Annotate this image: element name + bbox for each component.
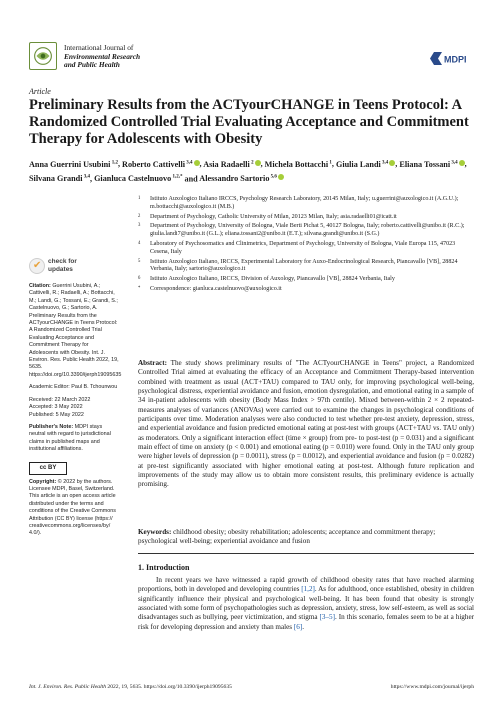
- paper-title: Preliminary Results from the ACTyourCHANGE in Teens Protocol: A Randomized Controlled Trial Evaluating Acceptance and Commitment Therapy for Adolescents with Obesity: [29, 97, 469, 147]
- author-separator: ,: [331, 159, 336, 169]
- journal-line-3: and Public Health: [64, 60, 120, 70]
- publisher-note-text: MDPI stays neutral with regard to jurisdictional claims in published maps and institutional affiliations.: [29, 423, 111, 453]
- affiliation-text: Department of Psychology, Catholic University of Milan, 20123 Milan, Italy; asia.radaelli01@icatt.it: [150, 213, 397, 220]
- author-affiliation-sup: 1,2: [110, 160, 118, 165]
- author-entry[interactable]: [29, 160, 118, 169]
- author-affiliation-sup: 3,4: [380, 160, 389, 165]
- author-list: [29, 156, 469, 185]
- accepted-date: Accepted: 3 May 2022: [29, 404, 83, 411]
- footer-citation: [29, 684, 232, 690]
- footer-doi[interactable]: 2022, 19, 5635. https://doi.org/10.3390/ijerph19095635: [107, 684, 232, 690]
- intro-text-d: .: [302, 622, 304, 631]
- author-affiliation-sup: 3,4: [185, 160, 193, 165]
- publisher-note-label: Publisher's Note:: [29, 423, 74, 430]
- intro-paragraph: [138, 576, 474, 632]
- affiliation-item: [138, 276, 474, 284]
- affiliation-text: Laboratory of Psychosomatics and Clinimetrics, Department of Psychology, University of Bologna, Viale Europa 115, 47023 Cesena, Italy: [150, 240, 456, 255]
- journal-line-1: International Journal of: [64, 43, 134, 52]
- footer-journal: Int. J. Environ. Res. Public Health: [29, 684, 106, 690]
- mdpi-logo: [428, 50, 470, 67]
- keywords: [138, 528, 474, 547]
- footer-journal-url[interactable]: https://www.mdpi.com/journal/ijerph: [390, 684, 474, 690]
- citation-block: [29, 283, 122, 379]
- affiliation-number: 5: [138, 258, 141, 264]
- author-name: Alessandro Sartorio: [199, 174, 270, 184]
- author-separator: ,: [117, 159, 123, 169]
- intro-text-a: In recent years we have witnessed a rapid growth of childhood obesity rates that have reached alarming proportions, both in developed and developing countries: [138, 576, 474, 594]
- affiliation-number: 3: [138, 223, 141, 229]
- affiliation-text: Istituto Auxologico Italiano IRCCS, Psychology Research Laboratory, 20145 Milan, Italy; u.guerrini@auxologico.it (A.G.U.); m.bottacchi@auxologico.it (M.B.): [150, 196, 459, 210]
- article-type: Article: [29, 87, 51, 96]
- section-heading: 1. Introduction: [138, 563, 190, 572]
- author-name: Anna Guerrini Usubini: [29, 159, 111, 169]
- author-entry[interactable]: [94, 174, 182, 183]
- received-date: Received: 22 March 2022: [29, 396, 91, 403]
- affiliation-item: [138, 241, 474, 257]
- author-affiliation-sup: 2: [249, 160, 254, 165]
- affiliation-item: [138, 223, 474, 239]
- check-updates-line-2: updates: [48, 265, 73, 273]
- author-separator: and: [182, 174, 200, 184]
- affiliation-item: [138, 286, 474, 294]
- intro-text-b: . As for adulthood, once established, obesity in children significantly influence their physical and psychological well-being. It has been found that obesity is strongly associated with some form of psychopathologies such as depression, anxiety, stress, low self-esteem, as well as social disadvantages such as bullying, peer victimization, and stigma: [138, 585, 474, 622]
- author-name: Giulia Landi: [335, 159, 381, 169]
- keywords-text: childhood obesity; obesity rehabilitation; adolescents; acceptance and commitment therapy; psychological well-being; experiential avoidance and fusion: [138, 528, 436, 546]
- affiliation-number: 4: [138, 240, 141, 246]
- author-affiliation-sup: 1: [328, 160, 332, 165]
- affiliation-item: [138, 259, 474, 275]
- author-entry[interactable]: [399, 160, 464, 169]
- check-updates-line-1: check for: [48, 258, 77, 265]
- orcid-icon[interactable]: [278, 174, 284, 180]
- affiliation-number: 2: [138, 213, 141, 219]
- cc-license-icon[interactable]: [29, 462, 67, 475]
- published-date: Published: 5 May 2022: [29, 411, 84, 418]
- author-affiliation-sup: 3,4: [82, 174, 90, 180]
- author-separator: ,: [464, 159, 467, 169]
- sidebar: [29, 283, 122, 538]
- abstract: [138, 359, 474, 490]
- publisher-note: [29, 424, 119, 454]
- author-entry[interactable]: [336, 160, 395, 169]
- affiliation-number: 1: [138, 196, 141, 201]
- copyright-label: Copyright:: [29, 478, 57, 485]
- affiliation-list: [138, 196, 474, 296]
- copyright-block: [29, 479, 119, 538]
- intro-text-c: . In this scenario, females seem to be at a higher risk for developing depression and anxiety than males: [138, 613, 474, 631]
- author-entry[interactable]: [203, 160, 260, 169]
- journal-line-2: Environmental Research: [64, 51, 141, 61]
- affiliation-text: Department of Psychology, University of Bologna, Viale Berti Pichat 5, 40127 Bologna, Italy; roberto.cattivelli@unibo.it (R.C.); giulia.landi7@unibo.it (G.L.); eliana.tossani2@unibo.it (E.T.); silvana.grandi@unibo.it (S.G.): [150, 223, 465, 238]
- author-separator: ,: [199, 159, 204, 169]
- abstract-text: The study shows preliminary results of "The ACTyourCHANGE in Teens" project, a Randomized Controlled Trial aimed at evaluating the efficacy of an Acceptance and Commitment Therapy-based intervention combined with treatment as usual (ACT+TAU) compared to TAU only, for improving psychological well-being, psychological distress, experiential avoidance and fusion, emotion dysregulation, and emotional eating in a sample of 34 in-patient adolescents with obesity (Body Mass Index > 97th centile). Mixed between-within 2 × 2 repeated-measures analyses of variances (ANOVAs) were carried out to examine the changes in psychological conditions of participants over time. Moderation analyses were also conducted to test whether pre-test anxiety, depression, stress, and experiential avoidance and fusion predicted emotional eating at post-test with groups (ACT+TAU vs. TAU only) as moderators. Only a significant interaction effect (time × group) from pre- to post-test (p = 0.031) and a significant main effect of time on anxiety (p < 0.001) and emotional eating (p = 0.010) were found. Only in the TAU only group were higher levels of depression (p = 0.0011), stress (p = 0.0012), and experiential avoidance and fusion (p = 0.0282) at pre-test significantly associated with higher emotional eating at post-test. Although future replication and improvements of the study may allow us to obtain more consistent results, this preliminary evidence is actually promising.: [138, 359, 475, 489]
- journal-logo-icon: [29, 42, 57, 70]
- publisher-name: MDPI: [444, 54, 467, 65]
- affiliation-text: Correspondence: gianluca.castelnuovo@auxologico.it: [150, 285, 282, 292]
- academic-editor: Academic Editor: Paul B. Tchounwou: [29, 384, 118, 391]
- citation-link[interactable]: [6]: [293, 622, 303, 631]
- affiliation-text: Istituto Auxologico Italiano, IRCCS, Experimental Laboratory for Auxo-Endocrinological Research, Piancavallo [VB], 28824 Verbania, Italy; sartorio@auxologico.it: [150, 258, 458, 273]
- keywords-label: Keywords:: [138, 528, 172, 536]
- citation-link[interactable]: [3–5]: [319, 613, 335, 622]
- section-divider: [138, 553, 474, 554]
- author-separator: ,: [260, 159, 265, 169]
- citation-label: Citation:: [29, 283, 51, 289]
- author-name: Michela Bottacchi: [264, 159, 329, 169]
- author-name: Asia Radaelli: [203, 159, 250, 169]
- check-updates-icon: ✔: [29, 258, 45, 274]
- author-affiliation-sup: 3,4: [450, 160, 458, 165]
- affiliation-item: [138, 196, 474, 212]
- check-for-updates-badge[interactable]: [29, 258, 89, 278]
- author-name: Roberto Cattivelli: [122, 159, 186, 169]
- author-name: Silvana Grandi: [29, 174, 83, 184]
- affiliation-item: [138, 214, 474, 222]
- author-affiliation-sup: 1,2,*: [171, 174, 183, 180]
- author-entry[interactable]: [29, 174, 90, 183]
- abstract-label: Abstract:: [138, 359, 167, 367]
- affiliation-number: *: [138, 285, 141, 291]
- journal-name: [64, 44, 140, 70]
- author-separator: ,: [395, 159, 400, 169]
- citation-text: Guerrini Usubini, A.; Cattivelli, R.; Radaelli, A.; Bottacchi, M.; Landi, G.; Tossani, E.; Grandi, S.; Castelnuovo, G.; Sartorio, A. Preliminary Results from the ACTyourCHANGE in Teens Protocol: A Randomized Controlled Trial Evaluating Acceptance and Commitment Therapy for Adolescents with Obesity. Int. J. Environ. Res. Public Health 2022, 19, 5635. https://doi.org/10.3390/ijerph19095635: [29, 283, 122, 378]
- copyright-text: © 2022 by the authors. Licensee MDPI, Basel, Switzerland. This article is an open access article distributed under the terms and conditions of the Creative Commons Attribution (CC BY) license (https:// creativecommons.org/licenses/by/ 4.0/).: [29, 478, 116, 537]
- author-separator: ,: [89, 174, 95, 184]
- author-name: Gianluca Castelnuovo: [94, 174, 172, 184]
- author-entry[interactable]: [122, 160, 199, 169]
- affiliation-text: Istituto Auxologico Italiano, IRCCS, Division of Auxology, Piancavallo [VB], 28824 Verbania, Italy: [150, 276, 395, 283]
- author-entry[interactable]: [265, 160, 332, 169]
- author-affiliation-sup: 5,6: [269, 174, 277, 180]
- author-name: Eliana Tossani: [399, 159, 451, 169]
- author-entry[interactable]: [199, 174, 284, 183]
- affiliation-number: 6: [138, 276, 141, 282]
- citation-link[interactable]: [1,2]: [301, 585, 315, 594]
- cc-license-label: cc BY: [29, 462, 67, 475]
